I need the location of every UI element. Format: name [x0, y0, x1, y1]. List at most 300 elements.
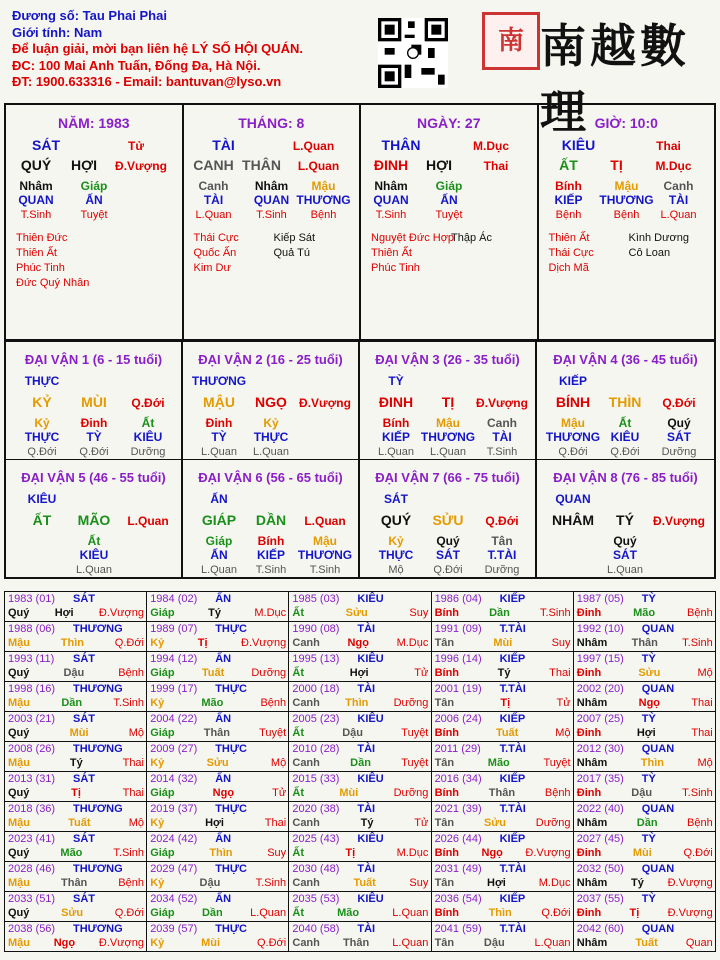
year-pillar — [577, 907, 713, 919]
year-pillar — [150, 907, 286, 919]
year-state: Mộ — [128, 817, 144, 829]
year-ten-god: TÀI — [357, 743, 376, 755]
hidden-god: TÀI — [668, 193, 689, 207]
year-state: Tuyệt — [401, 727, 429, 739]
year-table — [4, 591, 716, 952]
address: ĐC: 100 Mai Anh Tuấn, Đống Đa, Hà Nội. — [12, 57, 261, 73]
dv-hidden-god: KIÊU — [610, 430, 640, 444]
year-row — [5, 682, 716, 712]
year-label: 2039 (57) — [150, 923, 198, 935]
year-cell — [431, 712, 573, 742]
year-branch: Sửu — [206, 757, 229, 769]
year-label: 2015 (33) — [292, 773, 340, 785]
dai-van-title: ĐẠI VẬN 3 (26 - 35 tuổi) — [375, 352, 520, 367]
year-branch: Tuất — [201, 667, 225, 679]
year-pillar — [150, 637, 286, 649]
year-label: 2031 (49) — [434, 863, 482, 875]
year-branch: Tuất — [495, 727, 519, 739]
year-pillar — [150, 787, 286, 799]
year-ten-god: ẤN — [215, 893, 232, 905]
year-label: 2034 (52) — [150, 893, 198, 905]
year-branch: Thìn — [60, 637, 84, 649]
star: Nguyệt Đức Hợp — [371, 232, 455, 244]
dv-hidden-god: T.TÀI — [487, 548, 517, 562]
year-pillar — [577, 697, 713, 709]
year-state: Mộ — [697, 667, 713, 679]
year-ten-god: THƯƠNG — [73, 683, 123, 695]
year-stem: Quý — [8, 907, 30, 919]
year-pillar — [8, 907, 144, 919]
year-state: Dưỡng — [393, 787, 429, 799]
star: Thiên Ất — [371, 247, 412, 259]
year-label: 2005 (23) — [292, 713, 340, 725]
stars-list — [549, 231, 594, 276]
year-cell — [147, 832, 289, 862]
year-stem: Mậu — [8, 937, 30, 949]
year-pillar — [577, 847, 713, 859]
earthly-branch: HỢI — [426, 157, 452, 173]
year-state: M.Dục — [538, 877, 571, 889]
year-stem: Bính — [434, 847, 460, 859]
year-stem: Kỷ — [150, 757, 165, 769]
year-pillar — [150, 757, 286, 769]
qr-code-icon[interactable] — [378, 18, 448, 88]
year-branch: Hợi — [487, 877, 506, 889]
year-cell — [573, 652, 715, 682]
year-pillar — [292, 637, 428, 649]
dv-ten-god: TỲ — [388, 374, 404, 388]
year-pillar — [435, 667, 571, 679]
year-branch: Mùi — [69, 727, 89, 739]
dv-hidden-god: TÀI — [492, 430, 512, 444]
year-label: 2004 (22) — [150, 713, 198, 725]
year-cell — [431, 922, 573, 952]
dv-hidden-god: THỰC — [24, 430, 60, 444]
dv-hidden-state: Dưỡng — [484, 564, 520, 576]
year-ten-god: ẤN — [215, 593, 232, 605]
year-state: Q.Đới — [683, 847, 713, 859]
star: Phúc Tinh — [16, 262, 65, 274]
heavenly-stem: ĐINH — [373, 157, 409, 173]
year-cell — [573, 682, 715, 712]
hidden-state: T.Sinh — [256, 209, 287, 221]
year-label: 2018 (36) — [8, 803, 56, 815]
year-pillar — [577, 607, 713, 619]
year-stem: Tân — [434, 637, 455, 649]
year-branch: Tuất — [68, 817, 91, 829]
pillar-title: THÁNG: 8 — [238, 115, 305, 131]
year-branch: Tý — [69, 757, 83, 769]
dv-hidden-god: SÁT — [667, 430, 691, 444]
dv-state: Q.Đới — [662, 396, 696, 410]
year-pillar — [292, 817, 428, 829]
year-row — [5, 922, 716, 952]
year-ten-god: SÁT — [73, 893, 95, 905]
year-pillar — [577, 637, 713, 649]
dv-hidden-stem: Mậu — [561, 416, 585, 430]
dv-hidden-god: KIẾP — [381, 430, 410, 444]
dv-state: Q.Đới — [131, 396, 165, 410]
year-state: Bệnh — [260, 697, 287, 709]
year-row — [5, 712, 716, 742]
dv-stem: ẤT — [32, 512, 52, 528]
year-cell — [147, 622, 289, 652]
year-label: 1984 (02) — [150, 593, 198, 605]
hidden-state: Tuyệt — [80, 209, 108, 221]
year-branch: Mùi — [632, 847, 652, 859]
year-state: Tử — [556, 697, 571, 709]
dai-van-title: ĐẠI VẬN 7 (66 - 75 tuổi) — [375, 470, 520, 485]
year-branch: Ngọ — [638, 697, 661, 709]
year-pillar — [150, 727, 286, 739]
year-state: Dưỡng — [535, 817, 571, 829]
dv-hidden-stem: Ất — [141, 416, 155, 430]
year-cell — [289, 682, 431, 712]
year-ten-god: KIẾP — [499, 833, 526, 845]
dv-stem: NHÂM — [552, 512, 594, 528]
year-ten-god: T.TÀI — [499, 743, 526, 755]
pillar-3 — [361, 105, 539, 339]
ten-god-state: Thai — [656, 139, 681, 153]
star: Thiên Ất — [548, 232, 590, 244]
year-label: 1983 (01) — [8, 593, 56, 605]
year-label: 2032 (50) — [576, 863, 624, 875]
year-ten-god: THỰC — [215, 683, 247, 695]
year-ten-god: SÁT — [73, 593, 95, 605]
year-label: 1987 (05) — [576, 593, 624, 605]
year-stem: Giáp — [150, 607, 175, 619]
star: Quả Tú — [273, 247, 310, 259]
year-pillar — [435, 787, 571, 799]
dv-branch: SỬU — [432, 512, 464, 528]
year-label: 1991 (09) — [434, 623, 482, 635]
branch-state: M.Dục — [655, 159, 692, 173]
dv-hidden-state: Q.Đới — [27, 446, 57, 458]
dv-hidden-god: ẤN — [210, 548, 228, 562]
year-stem: Bính — [434, 907, 460, 919]
year-stem: Nhâm — [576, 757, 608, 769]
year-pillar — [8, 877, 144, 889]
year-stem: Canh — [292, 697, 320, 709]
year-state: Bệnh — [687, 607, 713, 619]
owner-name: Đương số: Tau Phai Phai — [12, 8, 167, 23]
year-cell — [147, 892, 289, 922]
year-pillar — [8, 847, 144, 859]
star: Thiên Đức — [16, 232, 68, 244]
year-label: 2022 (40) — [576, 803, 624, 815]
dv-hidden-stem: Canh — [487, 416, 517, 430]
year-cell — [147, 922, 289, 952]
year-cell — [289, 652, 431, 682]
hidden-state: T.Sinh — [20, 209, 52, 221]
year-branch: Mão — [487, 757, 510, 769]
dv-hidden-stem: Kỷ — [263, 416, 279, 430]
year-ten-god: T.TÀI — [499, 683, 526, 695]
dv-hidden-god: THƯƠNG — [545, 430, 601, 444]
year-state: Suy — [409, 607, 429, 619]
year-stem: Giáp — [150, 787, 175, 799]
year-label: 2017 (35) — [576, 773, 624, 785]
year-cell — [573, 712, 715, 742]
year-pillar — [150, 667, 286, 679]
year-state: Tử — [414, 667, 429, 679]
dv-hidden-state: T.Sinh — [486, 446, 518, 458]
year-ten-god: SÁT — [73, 773, 95, 785]
hidden-god: KIẾP — [554, 193, 583, 207]
year-state: Đ.Vượng — [98, 607, 144, 619]
dv-stem: QUÝ — [380, 512, 412, 528]
hidden-stem: Bính — [555, 179, 582, 193]
year-stem: Kỷ — [150, 637, 165, 649]
year-pillar — [435, 727, 571, 739]
year-pillar — [292, 607, 428, 619]
year-stem: Mậu — [8, 877, 30, 889]
dv-hidden-state: T.Sinh — [255, 564, 287, 576]
dv-hidden-state: L.Quan — [200, 446, 238, 458]
dv-hidden-stem: Kỷ — [388, 534, 404, 548]
dai-van-2 — [183, 341, 360, 459]
dai-van-grid — [4, 341, 716, 579]
year-stem: Đinh — [576, 907, 602, 919]
year-stem: Canh — [292, 817, 320, 829]
year-cell — [5, 622, 147, 652]
year-state: Bệnh — [118, 667, 144, 679]
hidden-god: TÀI — [203, 193, 224, 207]
dv-branch: MÃO — [77, 512, 111, 528]
year-branch: Hợi — [205, 817, 224, 829]
year-branch: Tý — [208, 607, 221, 619]
year-cell — [147, 592, 289, 622]
year-pillar — [8, 667, 144, 679]
year-row — [5, 832, 716, 862]
year-row — [5, 802, 716, 832]
year-ten-god: KIÊU — [357, 773, 384, 785]
dv-ten-god: THỰC — [24, 374, 60, 388]
year-cell — [289, 592, 431, 622]
year-cell — [431, 802, 573, 832]
dv-hidden-stem: Mậu — [436, 416, 460, 430]
dai-van-title: ĐẠI VẬN 1 (6 - 15 tuổi) — [24, 352, 163, 367]
hidden-god: QUAN — [373, 193, 409, 207]
year-cell — [5, 652, 147, 682]
year-stem: Mậu — [8, 757, 30, 769]
year-ten-god: TÀI — [357, 863, 376, 875]
year-pillar — [292, 847, 428, 859]
year-branch: Thìn — [209, 847, 233, 859]
year-pillar — [577, 937, 713, 949]
year-pillar — [8, 607, 144, 619]
year-branch: Mùi — [339, 787, 359, 799]
year-stem: Giáp — [150, 727, 175, 739]
year-label: 2010 (28) — [292, 743, 340, 755]
year-branch: Hợi — [349, 667, 369, 679]
year-ten-god: KIẾP — [499, 893, 526, 905]
year-state: T.Sinh — [255, 877, 287, 889]
year-cell — [289, 832, 431, 862]
year-label: 1997 (15) — [576, 653, 624, 665]
dv-hidden-stem: Quý — [613, 534, 637, 548]
year-ten-god: TỲ — [641, 833, 656, 845]
year-pillar — [292, 697, 428, 709]
year-ten-god: TỲ — [641, 713, 656, 725]
year-pillar — [8, 817, 144, 829]
dv-hidden-god: SÁT — [613, 548, 637, 562]
year-branch: Dần — [350, 757, 371, 769]
year-row — [5, 892, 716, 922]
dv-hidden-stem: Ất — [87, 534, 101, 548]
year-ten-god: QUAN — [641, 863, 675, 875]
ten-god-state: M.Dục — [473, 139, 509, 153]
year-state: L.Quan — [392, 907, 429, 919]
dv-hidden-god: TỲ — [86, 430, 102, 444]
dv-hidden-stem: Ất — [618, 416, 632, 430]
year-label: 2019 (37) — [150, 803, 198, 815]
year-ten-god: SÁT — [73, 653, 95, 665]
dv-branch: THÌN — [608, 394, 642, 410]
year-branch: Mão — [633, 607, 656, 619]
year-label: 1998 (16) — [8, 683, 56, 695]
hidden-stem: Giáp — [80, 179, 108, 193]
year-stem: Nhâm — [576, 937, 608, 949]
dv-ten-god: SÁT — [384, 492, 408, 506]
year-stem: Tân — [434, 937, 455, 949]
year-ten-god: TÀI — [357, 803, 376, 815]
year-label: 2024 (42) — [150, 833, 198, 845]
pillar-4 — [539, 105, 715, 339]
year-branch: Thân — [488, 787, 516, 799]
stars-list — [194, 231, 239, 276]
year-cell — [573, 772, 715, 802]
year-row — [5, 592, 716, 622]
year-branch: Tị — [71, 787, 81, 799]
year-pillar — [577, 667, 713, 679]
year-state: Đ.Vượng — [667, 877, 713, 889]
year-ten-god: THƯƠNG — [73, 803, 123, 815]
year-label: 2029 (47) — [150, 863, 198, 875]
year-pillar — [435, 607, 571, 619]
star: Cô Loan — [628, 247, 671, 259]
year-state: Tuyệt — [259, 727, 287, 739]
year-state: T.Sinh — [539, 607, 571, 619]
year-branch: Mùi — [201, 937, 221, 949]
heavenly-stem: ẤT — [559, 157, 578, 173]
year-state: Thai — [122, 757, 144, 769]
hidden-god: QUAN — [253, 193, 290, 207]
year-state: Đ.Vượng — [241, 637, 287, 649]
dai-van-title: ĐẠI VẬN 5 (46 - 55 tuổi) — [21, 470, 166, 485]
dv-hidden-stem: Giáp — [205, 534, 233, 548]
phone-email[interactable]: ĐT: 1900.633316 - Email: bantuvan@lyso.vn — [12, 74, 282, 89]
hidden-god: ẤN — [440, 193, 458, 207]
year-state: Đ.Vượng — [98, 937, 144, 949]
year-state: Tử — [272, 787, 287, 799]
hidden-stem: Nhâm — [19, 179, 53, 193]
year-ten-god: THỰC — [215, 863, 247, 875]
contact-note: Để luận giải, mời bạn liên hệ LÝ SỐ HỘI QUÁN. — [12, 41, 303, 56]
stars-list — [16, 231, 89, 291]
year-branch: Dậu — [631, 787, 653, 799]
dv-stem: BÍNH — [555, 394, 591, 410]
ten-god-state: L.Quan — [292, 139, 335, 153]
year-label: 2021 (39) — [434, 803, 482, 815]
year-label: 1985 (03) — [292, 593, 340, 605]
year-label: 1995 (13) — [292, 653, 340, 665]
dv-hidden-state: L.Quan — [429, 446, 467, 458]
year-pillar — [577, 817, 713, 829]
year-branch: Tý — [497, 667, 511, 679]
dv-state: Đ.Vượng — [653, 514, 705, 528]
year-cell — [5, 592, 147, 622]
year-state: Thai — [264, 817, 287, 829]
dai-van-title: ĐẠI VẬN 8 (76 - 85 tuổi) — [553, 470, 698, 485]
dv-ten-god: QUAN — [555, 492, 591, 506]
year-branch: Thân — [631, 637, 658, 649]
year-label: 1992 (10) — [576, 623, 624, 635]
year-row — [5, 742, 716, 772]
year-label: 2041 (59) — [434, 923, 482, 935]
year-pillar — [435, 637, 571, 649]
year-pillar — [150, 697, 286, 709]
year-cell — [431, 652, 573, 682]
year-cell — [5, 922, 147, 952]
dv-hidden-stem: Quý — [667, 416, 691, 430]
ten-god-state: Tử — [127, 139, 145, 153]
year-branch: Thìn — [640, 757, 664, 769]
ten-god: THÂN — [381, 137, 421, 153]
year-ten-god: ẤN — [215, 713, 232, 725]
dv-ten-god: KIẾP — [558, 374, 587, 388]
year-state: M.Dục — [254, 607, 287, 619]
year-stem: Ất — [292, 607, 304, 619]
year-state: Dưỡng — [393, 697, 429, 709]
year-stem: Tân — [434, 697, 455, 709]
year-state: Q.Đới — [114, 907, 144, 919]
dv-hidden-stem: Đinh — [80, 416, 108, 430]
year-label: 1988 (06) — [8, 623, 56, 635]
star: Đức Quý Nhân — [16, 277, 90, 289]
year-branch: Dần — [636, 817, 658, 829]
year-label: 2040 (58) — [292, 923, 340, 935]
year-stem: Nhâm — [576, 697, 608, 709]
hidden-state: Bệnh — [310, 209, 337, 221]
dv-hidden-stem: Đinh — [205, 416, 233, 430]
year-stem: Giáp — [150, 907, 175, 919]
year-state: Suy — [409, 877, 429, 889]
dv-hidden-state: Dưỡng — [661, 446, 697, 458]
year-branch: Tị — [500, 697, 511, 709]
year-label: 1999 (17) — [150, 683, 198, 695]
year-pillar — [292, 937, 428, 949]
year-cell — [5, 892, 147, 922]
dv-hidden-god: KIẾP — [256, 548, 285, 562]
year-pillar — [435, 937, 571, 949]
year-label: 1994 (12) — [150, 653, 198, 665]
dv-hidden-state: Q.Đới — [610, 446, 640, 458]
dai-van-title: ĐẠI VẬN 6 (56 - 65 tuổi) — [198, 470, 343, 485]
year-label: 2013 (31) — [8, 773, 56, 785]
year-state: Tuyệt — [401, 757, 429, 769]
year-cell — [431, 862, 573, 892]
branch-state: Thai — [483, 159, 509, 173]
dv-branch: DẦN — [255, 512, 287, 528]
year-cell — [431, 622, 573, 652]
year-cell — [431, 742, 573, 772]
year-cell — [289, 802, 431, 832]
year-ten-god: KIẾP — [499, 653, 526, 665]
year-stem: Ất — [292, 667, 304, 679]
year-state: T.Sinh — [113, 847, 144, 859]
year-pillar — [435, 877, 571, 889]
